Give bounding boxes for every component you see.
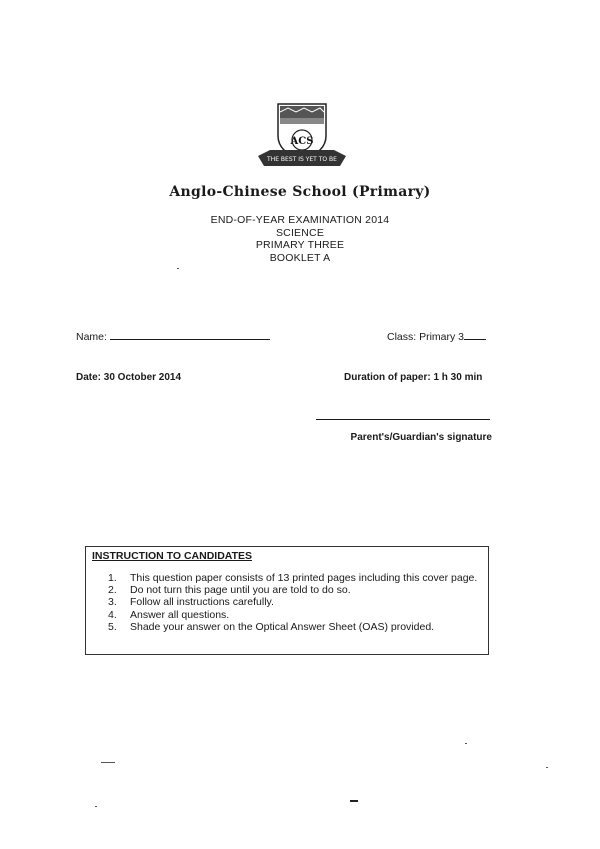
crest-initials: ACS <box>290 136 314 147</box>
crest-motto: THE BEST IS YET TO BE <box>267 156 337 163</box>
scan-speck <box>546 767 548 768</box>
exam-subject: SCIENCE <box>275 226 325 239</box>
class-input-line[interactable] <box>464 329 486 340</box>
instructions-title: INSTRUCTION TO CANDIDATES <box>92 550 253 562</box>
exam-booklet: BOOKLET A <box>269 251 331 264</box>
exam-level: PRIMARY THREE <box>255 239 345 251</box>
scan-speck <box>95 806 97 807</box>
name-field <box>76 329 270 343</box>
scan-speck <box>350 800 358 802</box>
instruction-item: 4. Answer all questions. <box>108 608 230 621</box>
school-name: Anglo-Chinese School (Primary) <box>169 184 431 200</box>
name-input-line[interactable] <box>110 329 270 340</box>
exam-title: END-OF-YEAR EXAMINATION 2014 <box>210 214 390 226</box>
signature-label: Parent's/Guardian's signature <box>350 432 492 443</box>
school-crest-logo <box>256 100 348 170</box>
scan-speck <box>177 268 179 269</box>
signature-line[interactable] <box>316 419 490 420</box>
class-label: Class: Primary 3 <box>387 331 465 343</box>
instruction-item: 2. Do not turn this page until you are told to do so. <box>108 584 351 597</box>
date-label: Date: 30 October 2014 <box>76 372 182 383</box>
instruction-item: 3. Follow all instructions carefully. <box>108 596 274 609</box>
exam-title-block <box>0 214 600 264</box>
duration-label: Duration of paper: 1 h 30 min <box>344 372 483 383</box>
instructions-box <box>85 546 489 655</box>
scan-speck <box>465 743 467 744</box>
name-label: Name: <box>76 331 107 343</box>
scan-speck <box>101 762 115 763</box>
instructions-list <box>108 572 477 633</box>
instruction-item: 5. Shade your answer on the Optical Answer Sheet (OAS) provided. <box>108 620 435 633</box>
class-field <box>387 329 486 343</box>
instruction-item: 1. This question paper consists of 13 printed pages including this cover page. <box>108 572 478 584</box>
